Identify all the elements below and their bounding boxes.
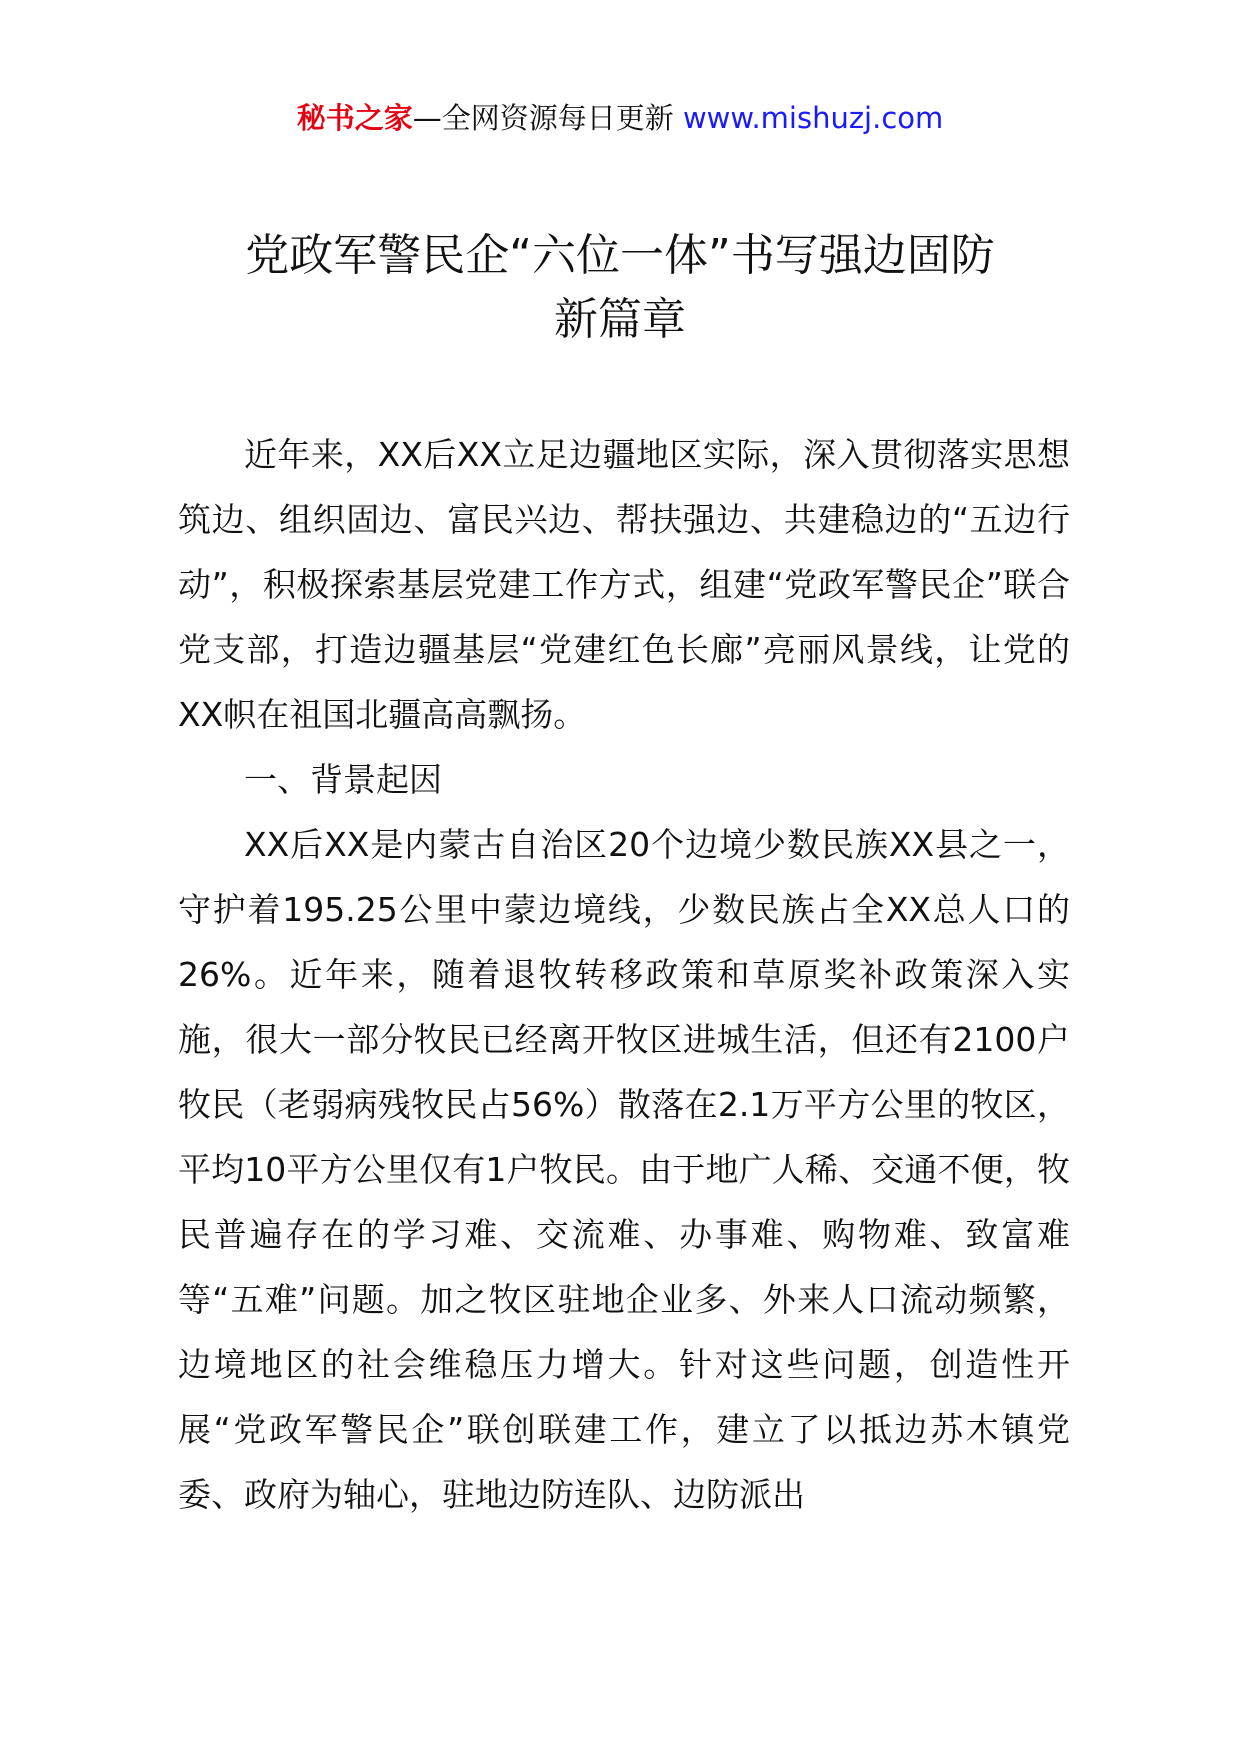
banner-slogan: —全网资源每日更新: [412, 101, 674, 135]
document-body: [178, 422, 1070, 1527]
document-title: [170, 224, 1070, 352]
title-line-2: 新篇章: [554, 294, 686, 345]
paragraph-background: XX后XX是内蒙古自治区20个边境少数民族XX县之一，守护着195.25公里中蒙边境线，少数民族占全XX总人口的26%。近年来，随着退牧转移政策和草原奖补政策深入实施，很大一部分牧民已经离开牧区进城生活，但还有2100户牧民（老弱病残牧民占56%）散落在2.1万平方公里的牧区，平均10平方公里仅有1户牧民。由于地广人稀、交通不便，牧民普遍存在的学习难、交流难、办事难、购物难、致富难等“五难”问题。加之牧区驻地企业多、外来人口流动频繁，边境地区的社会维稳压力增大。针对这些问题，创造性开展“党政军警民企”联创联建工作，建立了以抵边苏木镇党委、政府为轴心，驻地边防连队、边防派出: [178, 825, 1070, 1514]
site-banner: [0, 98, 1240, 138]
brand-name: 秘书之家: [296, 101, 413, 135]
website-link[interactable]: www.mishuzj.com: [682, 101, 944, 135]
title-line-1: 党政军警民企“六位一体”书写强边固防: [245, 230, 995, 281]
section-heading-background: 一、背景起因: [244, 760, 442, 799]
paragraph-intro: 近年来，XX后XX立足边疆地区实际，深入贯彻落实思想筑边、组织固边、富民兴边、帮扶强边、共建稳边的“五边行动”，积极探索基层党建工作方式，组建“党政军警民企”联合党支部，打造边疆基层“党建红色长廊”亮丽风景线，让党的XX帜在祖国北疆高高飘扬。: [178, 435, 1070, 734]
